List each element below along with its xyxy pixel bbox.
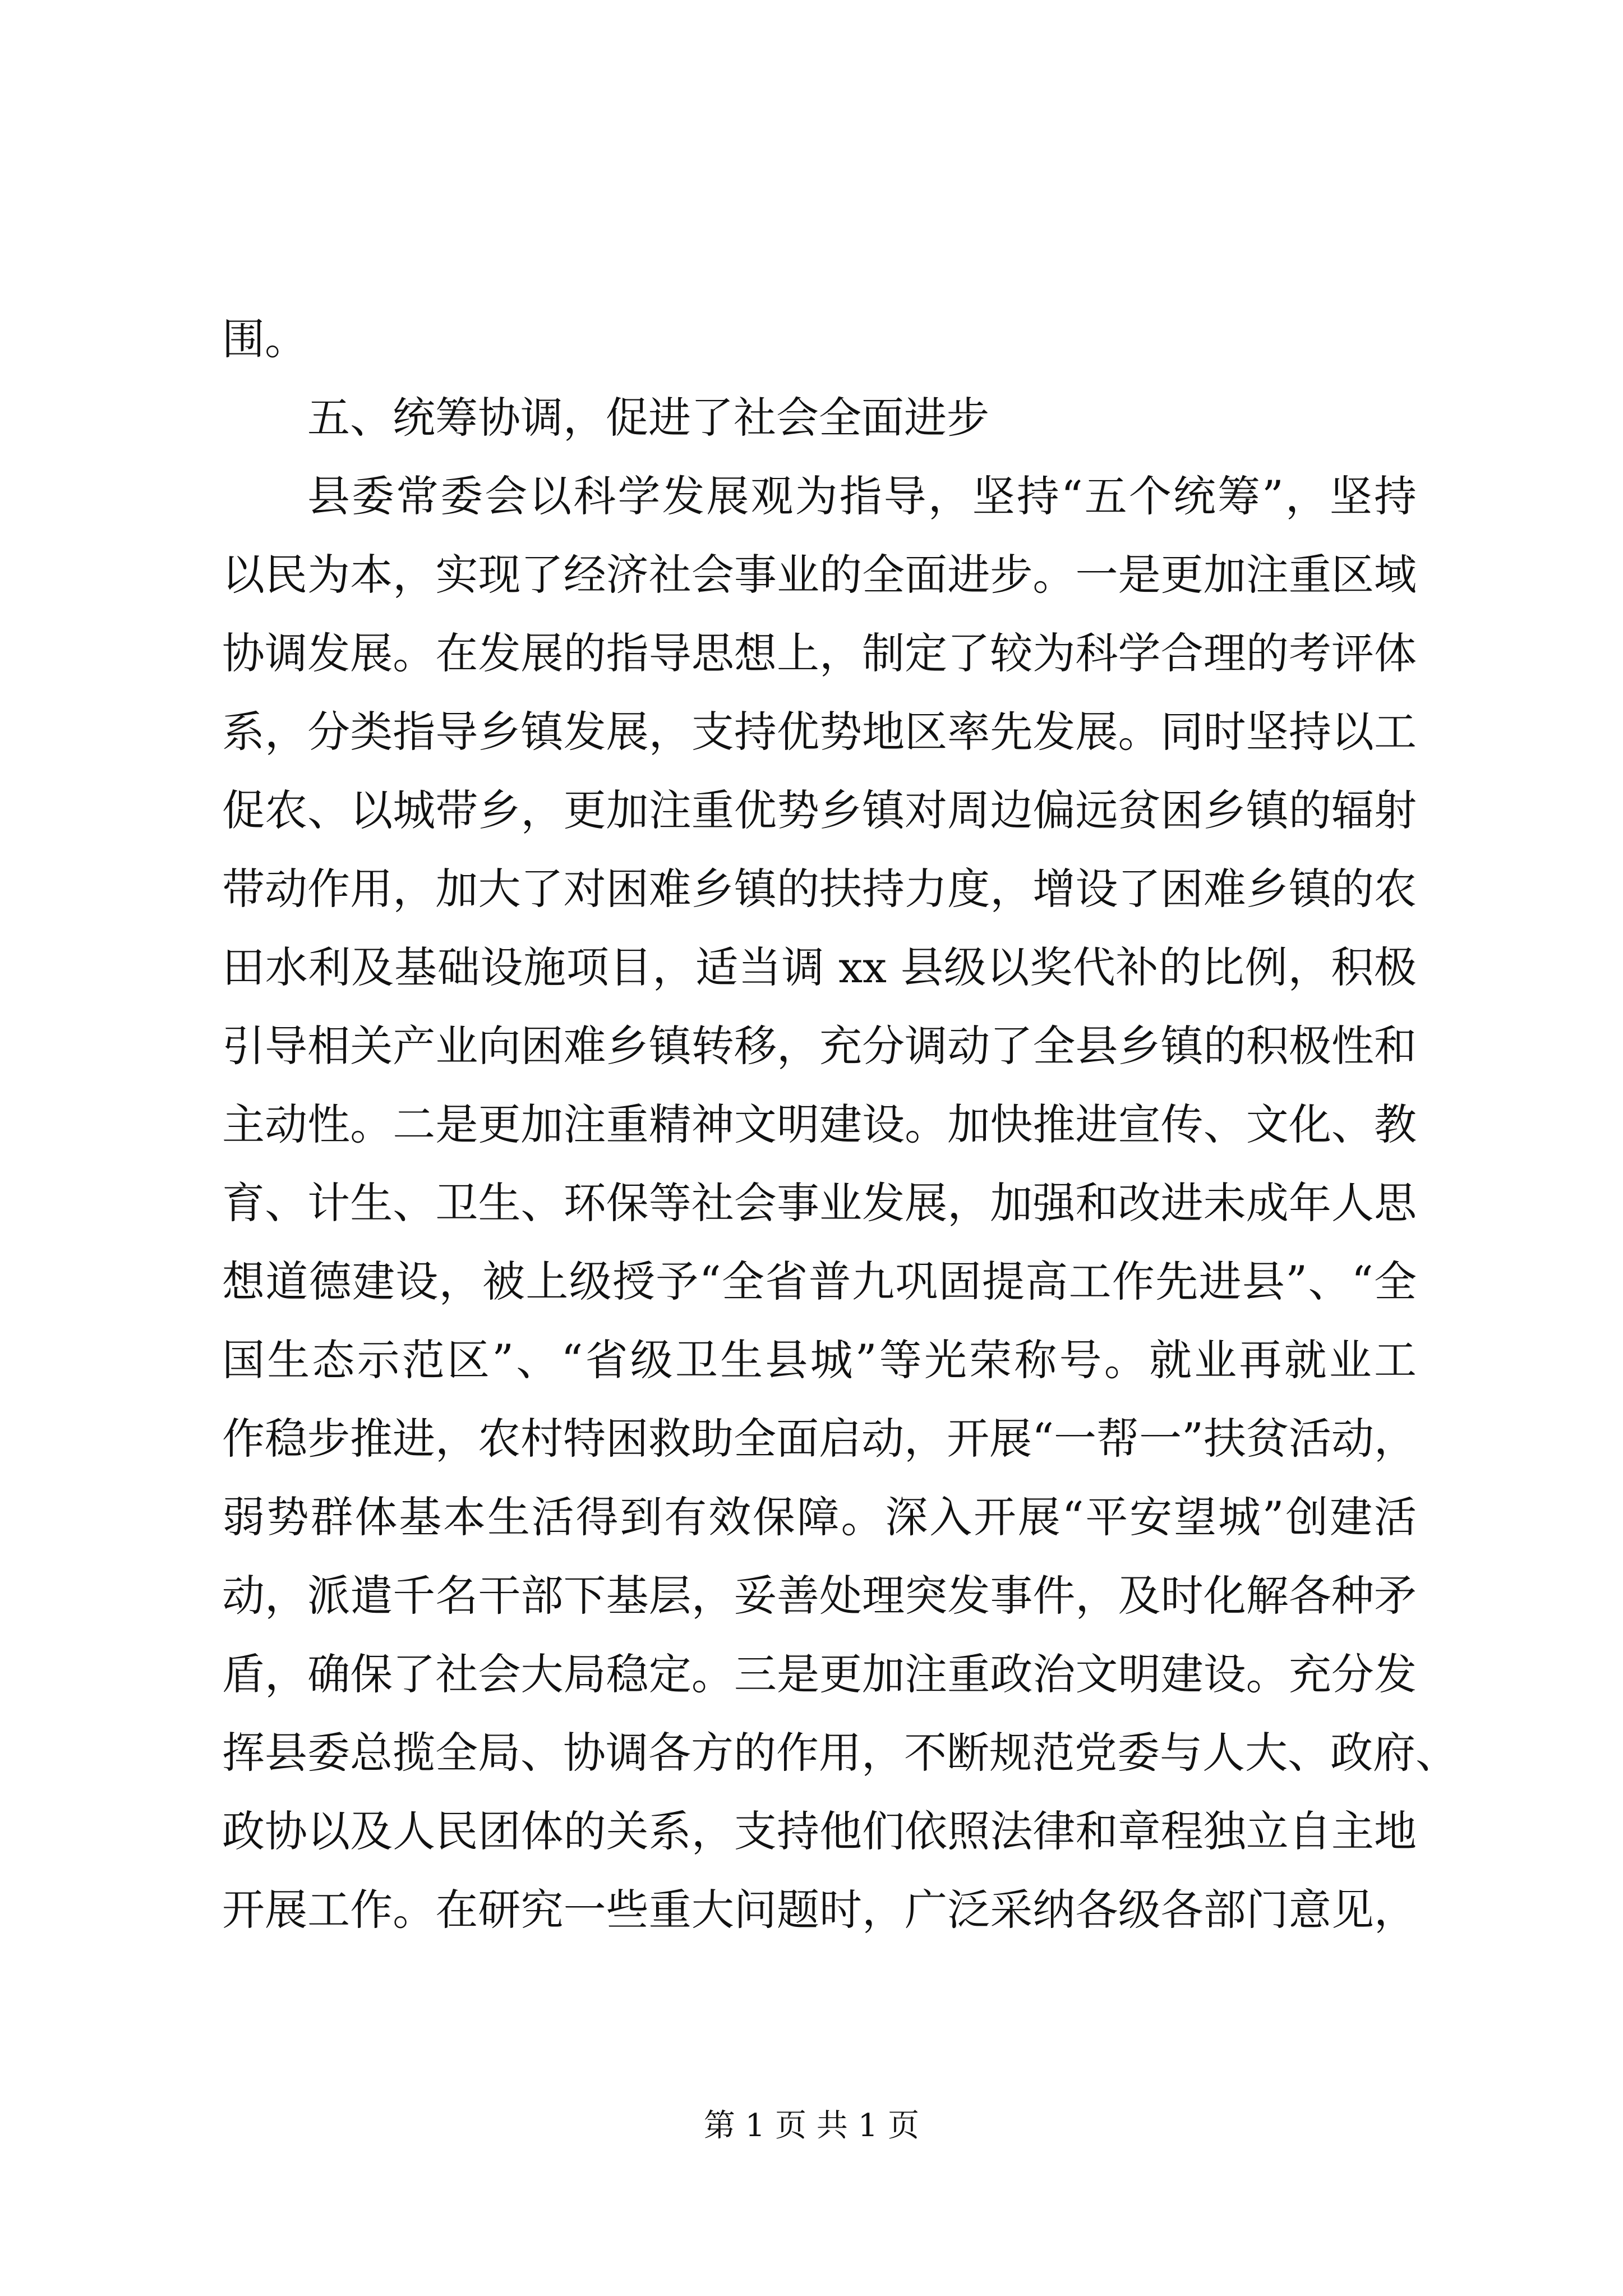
text-line: 弱势群体基本生活得到有效保障。深入开展“平安望城”创建活	[222, 1492, 1417, 1542]
document-body	[222, 300, 1458, 1949]
text-line: 挥县委总揽全局、协调各方的作用，不断规范党委与人大、政府、	[222, 1728, 1458, 1778]
text-line: 田水利及基础设施项目，适当调 xx 县级以奖代补的比例，积极	[222, 942, 1417, 992]
text-line: 国生态示范区”、“省级卫生县城”等光荣称号。就业再就业工	[222, 1335, 1417, 1385]
text-line: 引导相关产业向困难乡镇转移，充分调动了全县乡镇的积极性和	[222, 1021, 1417, 1071]
text-line: 带动作用，加大了对困难乡镇的扶持力度，增设了困难乡镇的农	[222, 864, 1417, 914]
text-line: 开展工作。在研究一些重大问题时，广泛采纳各级各部门意见，	[222, 1885, 1417, 1935]
text-line: 系，分类指导乡镇发展，支持优势地区率先发展。同时坚持以工	[222, 707, 1417, 757]
page-footer	[0, 2104, 1623, 2148]
text-line: 政协以及人民团体的关系，支持他们依照法律和章程独立自主地	[222, 1806, 1417, 1856]
text-line: 协调发展。在发展的指导思想上，制定了较为科学合理的考评体	[222, 628, 1417, 678]
text-line: 县委常委会以科学发展观为指导，坚持“五个统筹”，坚持	[307, 471, 1417, 521]
text-line: 动，派遣千名干部下基层，妥善处理突发事件，及时化解各种矛	[222, 1571, 1417, 1621]
text-line: 以民为本，实现了经济社会事业的全面进步。一是更加注重区域	[222, 550, 1417, 600]
text-line: 盾，确保了社会大局稳定。三是更加注重政治文明建设。充分发	[222, 1649, 1417, 1699]
page-number: 第 1 页 共 1 页	[703, 2108, 920, 2144]
paragraph-end-line: 围。	[222, 314, 307, 364]
text-line: 作稳步推进，农村特困救助全面启动，开展“一帮一”扶贫活动，	[222, 1414, 1417, 1464]
text-line: 育、计生、卫生、环保等社会事业发展，加强和改进未成年人思	[222, 1178, 1417, 1228]
section-heading: 五、统筹协调，促进了社会全面进步	[307, 393, 989, 443]
text-line: 促农、以城带乡，更加注重优势乡镇对周边偏远贫困乡镇的辐射	[222, 785, 1417, 835]
text-line: 想道德建设，被上级授予“全省普九巩固提高工作先进县”、“全	[222, 1257, 1417, 1306]
text-line: 主动性。二是更加注重精神文明建设。加快推进宣传、文化、教	[222, 1099, 1417, 1149]
